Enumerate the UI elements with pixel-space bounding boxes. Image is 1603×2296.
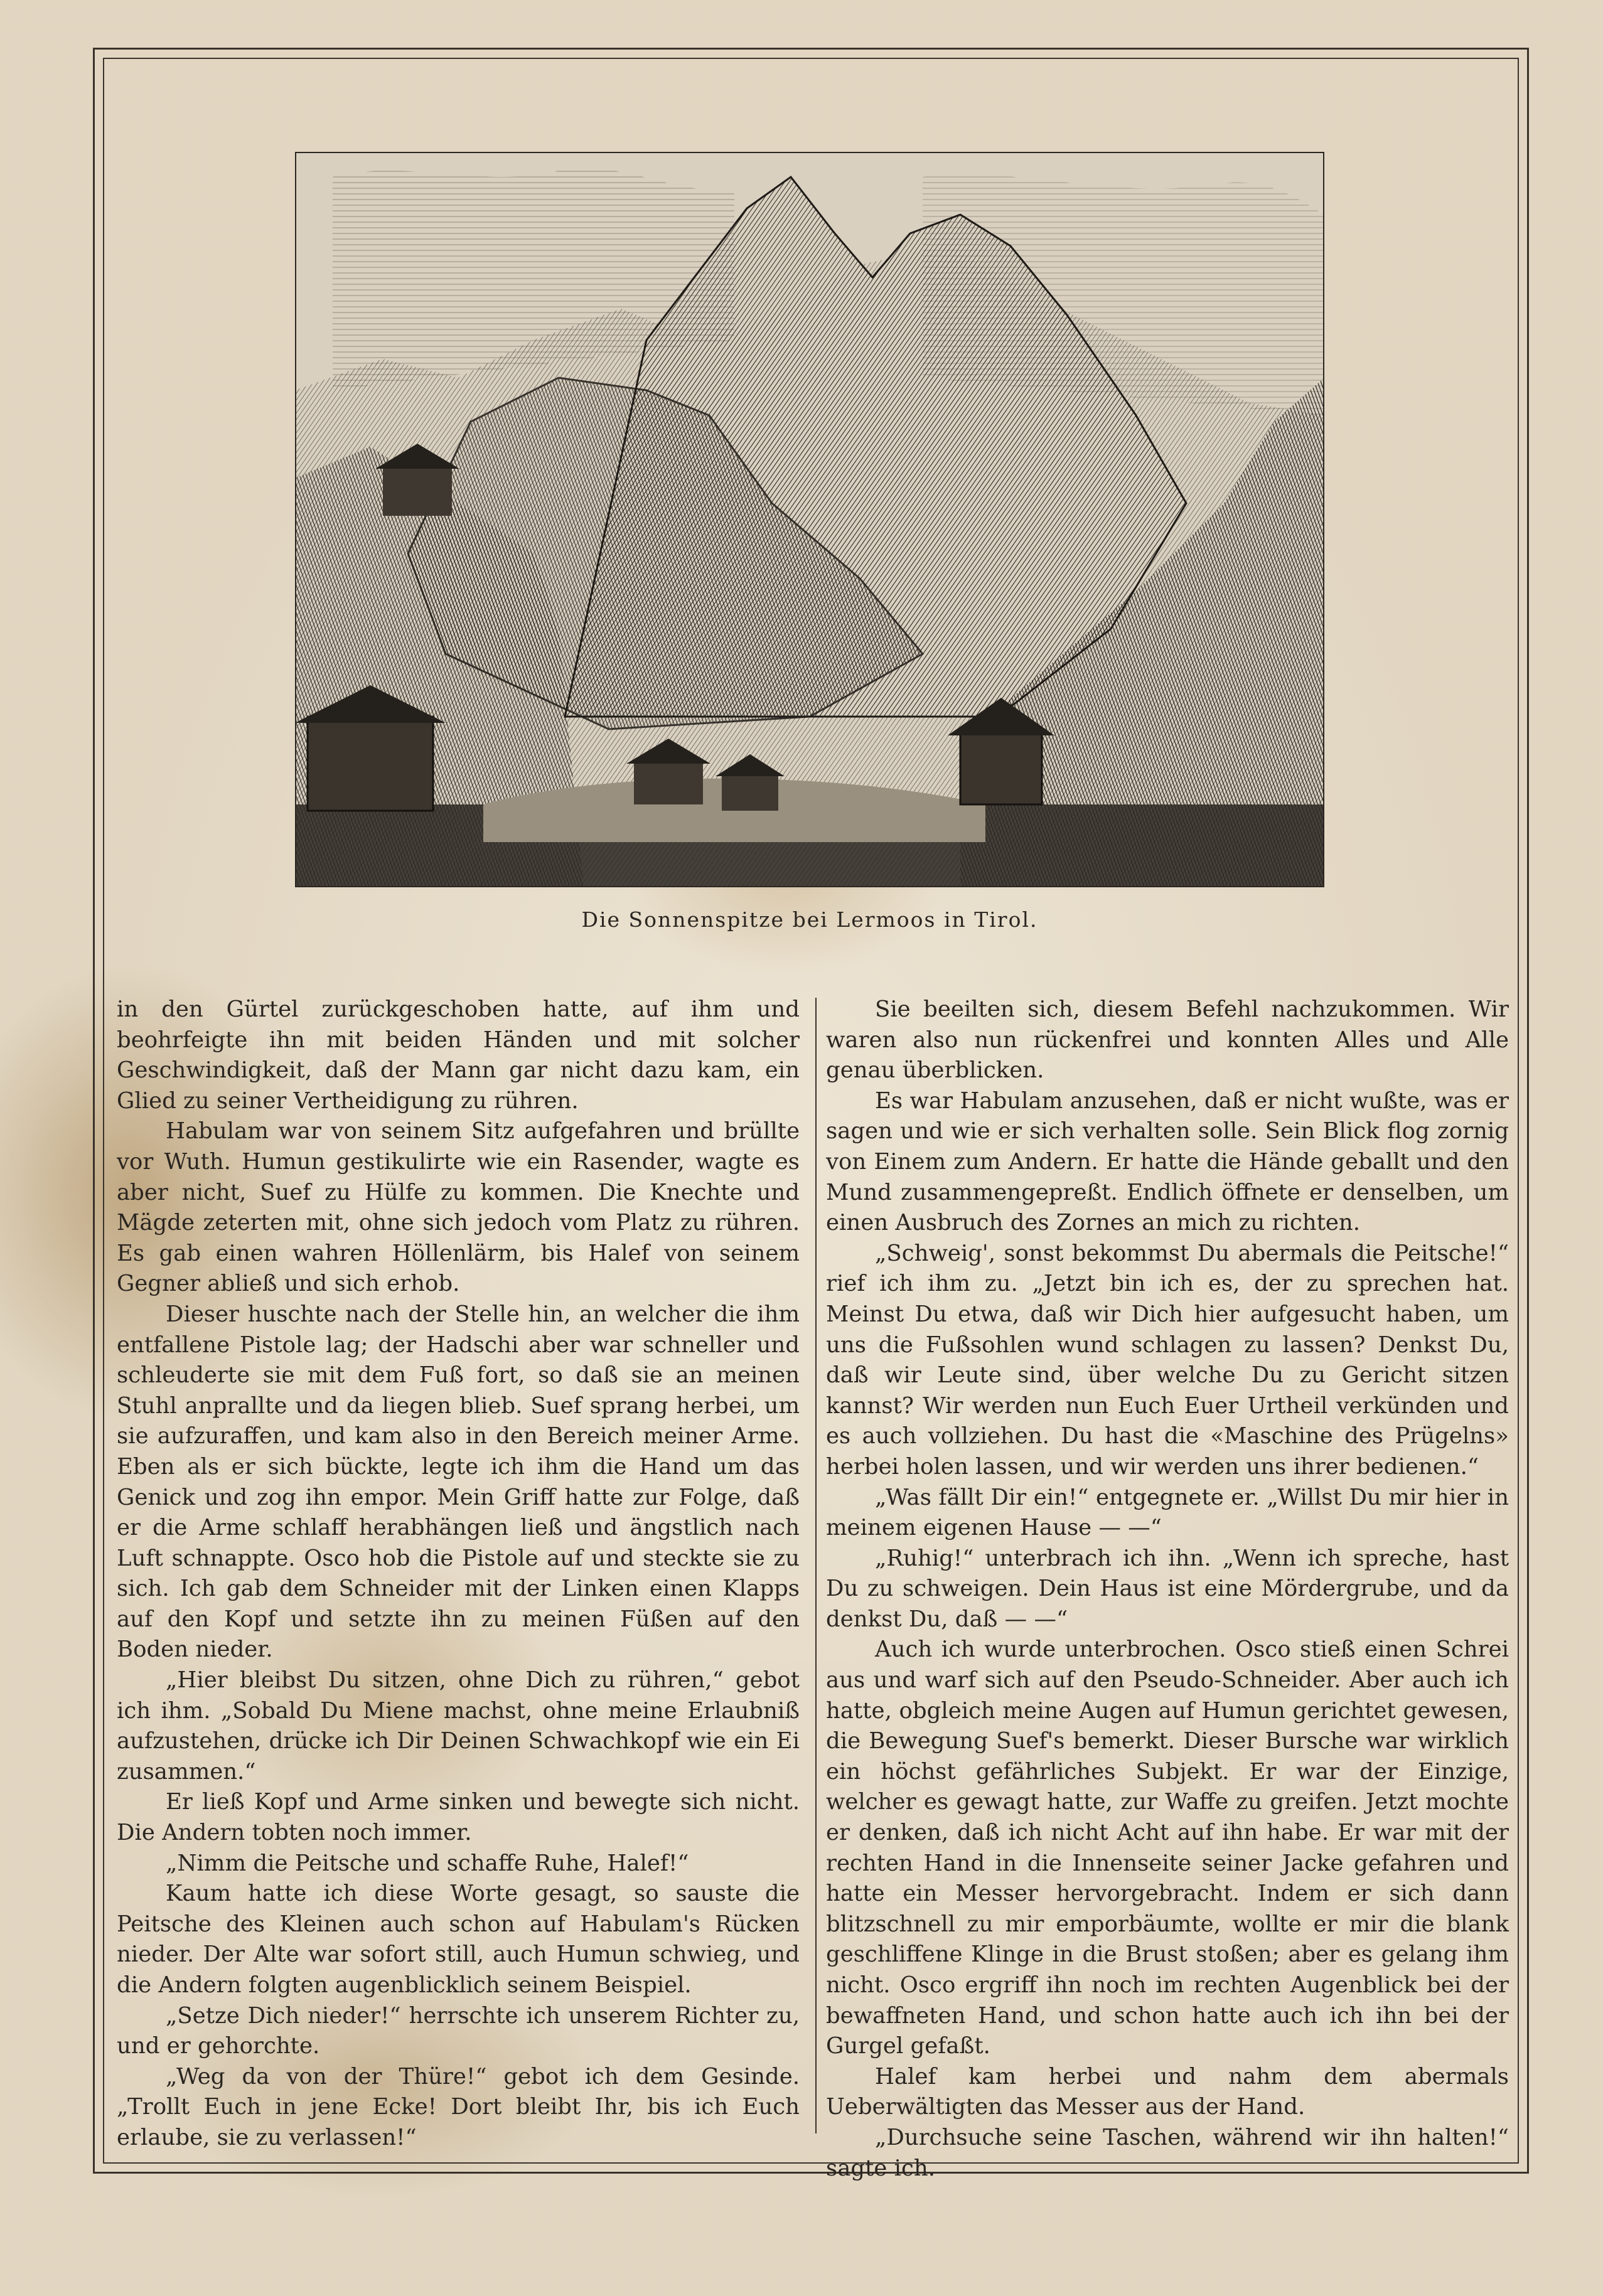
paragraph: Es war Habulam anzusehen, daß er nicht wußte, was er sagen und wie er sich verhalten solle. Sein Blick flog zornig von Einem zum Andern. Er hatte die Hände geballt und den Mund zusammengepreßt. Endlich öffnete er denselben, um einen Ausbruch des Zornes an mich zu richten. [826, 1087, 1509, 1236]
paragraph: Halef kam herbei und nahm dem abermals Ueberwältigten das Messer aus der Hand. [826, 2063, 1509, 2120]
text-column-right [826, 995, 1509, 2181]
paragraph: „Schweig', sonst bekommst Du abermals die Peitsche!“ rief ich ihm zu. „Jetzt bin ich es, der zu sprechen hat. Meinst Du etwa, daß wir Dich hier aufgesucht haben, um uns die Fußsohlen wund schlagen zu lassen? Denkst Du, daß wir Leute sind, über welche Du zu Gericht sitzen kannst? Wir werden nun Euch Euer Urtheil verkünden und es auch vollziehen. Du hast die «Maschine des Prügelns» herbei holen lassen, und wir werden uns ihrer bedienen.“ [826, 1240, 1509, 1480]
paragraph: Sie beeilten sich, diesem Befehl nachzukommen. Wir waren also nun rückenfrei und konnten Alles und Alle genau überblicken. [826, 996, 1509, 1084]
chalet-hill [383, 466, 452, 516]
paragraph: „Setze Dich nieder!“ herrschte ich unserem Richter zu, und er gehorchte. [117, 2002, 800, 2059]
paragraph: Kaum hatte ich diese Worte gesagt, so sauste die Peitsche des Kleinen auch schon auf Habulam's Rücken nieder. Der Alte war sofort still, auch Humun schwieg, und die Andern folgten augenblicklich seinem Beispiel. [117, 1881, 800, 1998]
paragraph: „Ruhig!“ unterbrach ich ihn. „Wenn ich spreche, hast Du zu schweigen. Dein Haus ist eine Mördergrube, und da denkst Du, daß — —“ [826, 1545, 1509, 1632]
chalet-mid-2 [722, 773, 778, 811]
illustration-caption: Die Sonnenspitze bei Lermoos in Tirol. [581, 907, 1038, 932]
paragraph: „Durchsuche seine Taschen, während wir ihn halten!“ sagte ich. [826, 2124, 1509, 2181]
chalet-left [308, 717, 433, 811]
mountain-illustration [295, 152, 1324, 887]
chalet-right [960, 729, 1042, 804]
paragraph: Er ließ Kopf und Arme sinken und bewegte sich nicht. Die Andern tobten noch immer. [117, 1789, 800, 1846]
paragraph: Habulam war von seinem Sitz aufgefahren und brüllte vor Wuth. Humun gestikulirte wie ein Rasender, wagte es aber nicht, Suef zu Hülfe zu kommen. Die Knechte und Mägde zeterten mit, ohne sich jedoch vom Platz zu rühren. Es gab einen wahren Höllenlärm, bis Halef von seinem Gegner abließ und sich erhob. [117, 1118, 800, 1297]
paragraph: Auch ich wurde unterbrochen. Osco stieß einen Schrei aus und warf sich auf den Pseudo-Schneider. Aber auch ich hatte, obgleich meine Augen auf Humun gerichtet gewesen, die Bewegung Suef's bemerkt. Dieser Bursche war wirklich ein höchst gefährliches Subjekt. Er war der Einzige, welcher es gewagt hatte, zur Waffe zu greifen. Jetzt mochte er denken, daß ich nicht Acht auf ihn habe. Er war mit der rechten Hand in die Innenseite seiner Jacke gefahren und hatte ein Messer hervorgebracht. Indem er sich dann blitzschnell zu mir emporbäumte, wollte er mir die blank geschliffene Klinge in die Brust stoßen; aber es gelang ihm nicht. Osco ergriff ihn noch im rechten Augenblick bei der bewaffneten Hand, und schon hatte auch ich ihn bei der Gurgel gefaßt. [826, 1637, 1509, 2059]
column-divider [815, 998, 817, 2133]
paragraph: „Nimm die Peitsche und schaffe Ruhe, Halef!“ [166, 1850, 689, 1876]
paragraph: „Weg da von der Thüre!“ gebot ich dem Gesinde. „Trollt Euch in jene Ecke! Dort bleibt Ihr, bis ich Euch erlaube, sie zu verlassen!“ [117, 2063, 800, 2150]
chalet-mid-1 [634, 761, 703, 804]
paragraph: „Hier bleibst Du sitzen, ohne Dich zu rühren,“ gebot ich ihm. „Sobald Du Miene machst, ohne meine Erlaubniß aufzustehen, drücke ich Dir Deinen Schwachkopf wie ein Ei zusammen.“ [117, 1667, 800, 1785]
text-column-left [117, 995, 800, 2150]
paragraph: „Was fällt Dir ein!“ entgegnete er. „Willst Du mir hier in meinem eigenen Hause — —“ [826, 1484, 1509, 1541]
paragraph: Dieser huschte nach der Stelle hin, an welcher die ihm entfallene Pistole lag; der Hadschi aber war schneller und schleuderte sie mit dem Fuß fort, so daß sie an meinen Stuhl anprallte und da liegen blieb. Suef sprang herbei, um sie aufzuraffen, und kam also in den Bereich meiner Arme. Eben als er sich bückte, legte ich ihm die Hand um das Genick und zog ihn empor. Mein Griff hatte zur Folge, daß er die Arme schlaff herabhängen ließ und ängstlich nach Luft schnappte. Osco hob die Pistole auf und steckte sie zu sich. Ich gab dem Schneider mit der Linken einen Klapps auf den Kopf und setzte ihn zu meinen Füßen auf den Boden nieder. [117, 1301, 800, 1663]
paragraph: in den Gürtel zurückgeschoben hatte, auf ihm und beohrfeigte ihn mit beiden Händen und mit solcher Geschwindigkeit, daß der Mann gar nicht dazu kam, ein Glied zu seiner Vertheidigung zu rühren. [117, 996, 800, 1114]
